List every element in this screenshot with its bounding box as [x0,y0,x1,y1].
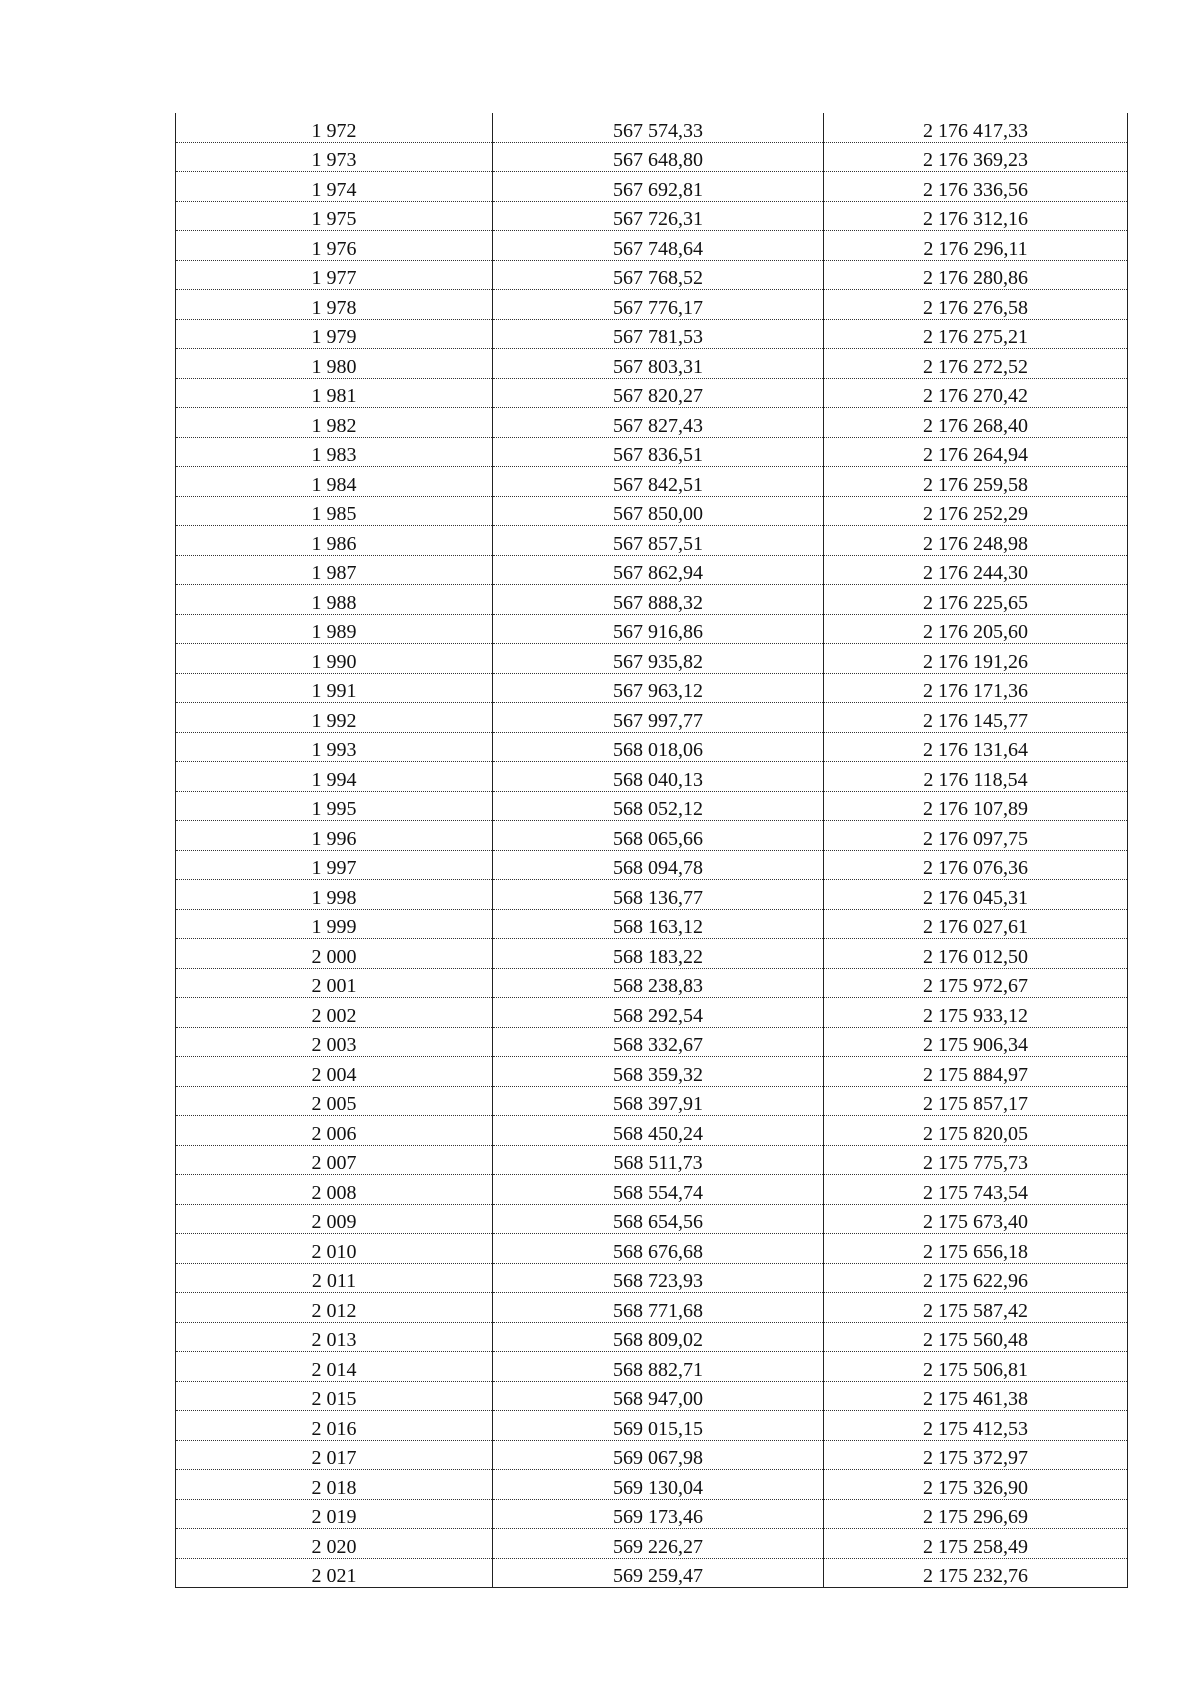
table-row [176,260,1128,290]
y-coordinate-cell: 2 176 118,54 [824,762,1128,792]
table-row [176,1145,1128,1175]
x-coordinate-cell: 568 809,02 [493,1322,824,1352]
point-number-cell: 2 000 [176,939,493,969]
table-row [176,231,1128,261]
point-number-cell: 2 011 [176,1263,493,1293]
table-row [176,1411,1128,1441]
table-row [176,1322,1128,1352]
point-number-cell: 2 001 [176,968,493,998]
x-coordinate-cell: 567 820,27 [493,378,824,408]
point-number-cell: 1 986 [176,526,493,556]
table-row [176,1263,1128,1293]
x-coordinate-cell: 567 862,94 [493,555,824,585]
x-coordinate-cell: 568 040,13 [493,762,824,792]
x-coordinate-cell: 568 947,00 [493,1381,824,1411]
y-coordinate-cell: 2 176 270,42 [824,378,1128,408]
table-row [176,585,1128,615]
x-coordinate-cell: 568 238,83 [493,968,824,998]
table-row [176,821,1128,851]
x-coordinate-cell: 568 332,67 [493,1027,824,1057]
y-coordinate-cell: 2 176 264,94 [824,437,1128,467]
x-coordinate-cell: 567 997,77 [493,703,824,733]
y-coordinate-cell: 2 176 417,33 [824,113,1128,142]
point-number-cell: 1 999 [176,909,493,939]
point-number-cell: 2 015 [176,1381,493,1411]
table-row [176,349,1128,379]
table-row [176,437,1128,467]
point-number-cell: 2 009 [176,1204,493,1234]
point-number-cell: 2 017 [176,1440,493,1470]
y-coordinate-cell: 2 175 372,97 [824,1440,1128,1470]
y-coordinate-cell: 2 176 225,65 [824,585,1128,615]
table-row [176,496,1128,526]
point-number-cell: 2 007 [176,1145,493,1175]
table-row [176,526,1128,556]
point-number-cell: 2 008 [176,1175,493,1205]
point-number-cell: 2 010 [176,1234,493,1264]
x-coordinate-cell: 568 292,54 [493,998,824,1028]
table-row [176,939,1128,969]
point-number-cell: 1 994 [176,762,493,792]
x-coordinate-cell: 567 726,31 [493,201,824,231]
y-coordinate-cell: 2 176 272,52 [824,349,1128,379]
table-row [176,1116,1128,1146]
table-row [176,1086,1128,1116]
point-number-cell: 2 018 [176,1470,493,1500]
table-row [176,290,1128,320]
x-coordinate-cell: 567 963,12 [493,673,824,703]
table-row [176,850,1128,880]
x-coordinate-cell: 567 781,53 [493,319,824,349]
point-number-cell: 1 996 [176,821,493,851]
point-number-cell: 2 012 [176,1293,493,1323]
point-number-cell: 1 975 [176,201,493,231]
y-coordinate-cell: 2 175 857,17 [824,1086,1128,1116]
y-coordinate-cell: 2 176 205,60 [824,614,1128,644]
point-number-cell: 1 981 [176,378,493,408]
point-number-cell: 1 997 [176,850,493,880]
y-coordinate-cell: 2 176 045,31 [824,880,1128,910]
x-coordinate-cell: 569 259,47 [493,1558,824,1588]
x-coordinate-cell: 568 052,12 [493,791,824,821]
point-number-cell: 2 006 [176,1116,493,1146]
coordinates-table-body [176,113,1128,1588]
y-coordinate-cell: 2 176 027,61 [824,909,1128,939]
y-coordinate-cell: 2 175 906,34 [824,1027,1128,1057]
point-number-cell: 1 990 [176,644,493,674]
x-coordinate-cell: 568 163,12 [493,909,824,939]
x-coordinate-cell: 567 935,82 [493,644,824,674]
y-coordinate-cell: 2 176 244,30 [824,555,1128,585]
y-coordinate-cell: 2 175 506,81 [824,1352,1128,1382]
y-coordinate-cell: 2 175 775,73 [824,1145,1128,1175]
point-number-cell: 2 021 [176,1558,493,1588]
x-coordinate-cell: 568 723,93 [493,1263,824,1293]
point-number-cell: 1 972 [176,113,493,142]
table-row [176,1175,1128,1205]
x-coordinate-cell: 568 094,78 [493,850,824,880]
y-coordinate-cell: 2 176 312,16 [824,201,1128,231]
x-coordinate-cell: 568 018,06 [493,732,824,762]
x-coordinate-cell: 567 803,31 [493,349,824,379]
point-number-cell: 1 995 [176,791,493,821]
y-coordinate-cell: 2 175 296,69 [824,1499,1128,1529]
point-number-cell: 1 973 [176,142,493,172]
point-number-cell: 2 014 [176,1352,493,1382]
point-number-cell: 1 992 [176,703,493,733]
table-row [176,113,1128,142]
y-coordinate-cell: 2 176 076,36 [824,850,1128,880]
point-number-cell: 2 013 [176,1322,493,1352]
x-coordinate-cell: 567 692,81 [493,172,824,202]
x-coordinate-cell: 568 511,73 [493,1145,824,1175]
table-row [176,732,1128,762]
y-coordinate-cell: 2 175 743,54 [824,1175,1128,1205]
y-coordinate-cell: 2 175 461,38 [824,1381,1128,1411]
x-coordinate-cell: 567 827,43 [493,408,824,438]
y-coordinate-cell: 2 176 369,23 [824,142,1128,172]
x-coordinate-cell: 567 888,32 [493,585,824,615]
x-coordinate-cell: 568 654,56 [493,1204,824,1234]
point-number-cell: 1 998 [176,880,493,910]
x-coordinate-cell: 568 065,66 [493,821,824,851]
y-coordinate-cell: 2 175 884,97 [824,1057,1128,1087]
x-coordinate-cell: 568 136,77 [493,880,824,910]
point-number-cell: 2 020 [176,1529,493,1559]
x-coordinate-cell: 567 768,52 [493,260,824,290]
y-coordinate-cell: 2 175 587,42 [824,1293,1128,1323]
y-coordinate-cell: 2 176 296,11 [824,231,1128,261]
point-number-cell: 1 993 [176,732,493,762]
y-coordinate-cell: 2 175 326,90 [824,1470,1128,1500]
table-row [176,1499,1128,1529]
x-coordinate-cell: 568 359,32 [493,1057,824,1087]
table-row [176,1440,1128,1470]
x-coordinate-cell: 568 183,22 [493,939,824,969]
y-coordinate-cell: 2 176 280,86 [824,260,1128,290]
y-coordinate-cell: 2 176 131,64 [824,732,1128,762]
y-coordinate-cell: 2 175 673,40 [824,1204,1128,1234]
x-coordinate-cell: 569 015,15 [493,1411,824,1441]
y-coordinate-cell: 2 175 232,76 [824,1558,1128,1588]
point-number-cell: 2 002 [176,998,493,1028]
x-coordinate-cell: 568 397,91 [493,1086,824,1116]
y-coordinate-cell: 2 175 933,12 [824,998,1128,1028]
x-coordinate-cell: 568 450,24 [493,1116,824,1146]
point-number-cell: 1 982 [176,408,493,438]
y-coordinate-cell: 2 176 248,98 [824,526,1128,556]
table-row [176,1027,1128,1057]
y-coordinate-cell: 2 176 191,26 [824,644,1128,674]
point-number-cell: 2 019 [176,1499,493,1529]
x-coordinate-cell: 569 226,27 [493,1529,824,1559]
table-row [176,614,1128,644]
x-coordinate-cell: 568 676,68 [493,1234,824,1264]
point-number-cell: 1 983 [176,437,493,467]
table-row [176,673,1128,703]
point-number-cell: 1 980 [176,349,493,379]
point-number-cell: 2 016 [176,1411,493,1441]
y-coordinate-cell: 2 176 259,58 [824,467,1128,497]
x-coordinate-cell: 569 067,98 [493,1440,824,1470]
table-row [176,1470,1128,1500]
table-row [176,644,1128,674]
point-number-cell: 1 977 [176,260,493,290]
x-coordinate-cell: 567 574,33 [493,113,824,142]
x-coordinate-cell: 567 748,64 [493,231,824,261]
y-coordinate-cell: 2 175 972,67 [824,968,1128,998]
y-coordinate-cell: 2 175 622,96 [824,1263,1128,1293]
coordinates-table [175,113,1128,1588]
y-coordinate-cell: 2 176 097,75 [824,821,1128,851]
y-coordinate-cell: 2 176 145,77 [824,703,1128,733]
table-row [176,1558,1128,1588]
x-coordinate-cell: 567 850,00 [493,496,824,526]
point-number-cell: 1 991 [176,673,493,703]
y-coordinate-cell: 2 176 275,21 [824,319,1128,349]
x-coordinate-cell: 567 776,17 [493,290,824,320]
x-coordinate-cell: 567 916,86 [493,614,824,644]
point-number-cell: 1 976 [176,231,493,261]
x-coordinate-cell: 567 857,51 [493,526,824,556]
table-row [176,201,1128,231]
y-coordinate-cell: 2 176 012,50 [824,939,1128,969]
y-coordinate-cell: 2 175 560,48 [824,1322,1128,1352]
x-coordinate-cell: 567 648,80 [493,142,824,172]
point-number-cell: 1 979 [176,319,493,349]
table-row [176,791,1128,821]
point-number-cell: 2 004 [176,1057,493,1087]
y-coordinate-cell: 2 175 412,53 [824,1411,1128,1441]
table-row [176,1293,1128,1323]
x-coordinate-cell: 569 173,46 [493,1499,824,1529]
table-row [176,555,1128,585]
y-coordinate-cell: 2 176 171,36 [824,673,1128,703]
point-number-cell: 1 978 [176,290,493,320]
table-row [176,880,1128,910]
table-row [176,319,1128,349]
x-coordinate-cell: 567 836,51 [493,437,824,467]
y-coordinate-cell: 2 176 107,89 [824,791,1128,821]
table-row [176,909,1128,939]
point-number-cell: 1 985 [176,496,493,526]
point-number-cell: 1 984 [176,467,493,497]
table-row [176,1234,1128,1264]
point-number-cell: 1 987 [176,555,493,585]
x-coordinate-cell: 568 882,71 [493,1352,824,1382]
table-row [176,1381,1128,1411]
y-coordinate-cell: 2 176 268,40 [824,408,1128,438]
table-row [176,172,1128,202]
table-row [176,998,1128,1028]
table-row [176,762,1128,792]
point-number-cell: 2 005 [176,1086,493,1116]
y-coordinate-cell: 2 176 276,58 [824,290,1128,320]
table-row [176,142,1128,172]
point-number-cell: 1 989 [176,614,493,644]
table-row [176,703,1128,733]
x-coordinate-cell: 567 842,51 [493,467,824,497]
table-row [176,1057,1128,1087]
point-number-cell: 2 003 [176,1027,493,1057]
point-number-cell: 1 988 [176,585,493,615]
y-coordinate-cell: 2 175 820,05 [824,1116,1128,1146]
table-row [176,378,1128,408]
x-coordinate-cell: 568 771,68 [493,1293,824,1323]
table-row [176,1529,1128,1559]
point-number-cell: 1 974 [176,172,493,202]
table-row [176,1204,1128,1234]
table-row [176,968,1128,998]
y-coordinate-cell: 2 176 252,29 [824,496,1128,526]
y-coordinate-cell: 2 175 656,18 [824,1234,1128,1264]
y-coordinate-cell: 2 176 336,56 [824,172,1128,202]
table-row [176,467,1128,497]
table-row [176,408,1128,438]
x-coordinate-cell: 568 554,74 [493,1175,824,1205]
x-coordinate-cell: 569 130,04 [493,1470,824,1500]
y-coordinate-cell: 2 175 258,49 [824,1529,1128,1559]
table-row [176,1352,1128,1382]
